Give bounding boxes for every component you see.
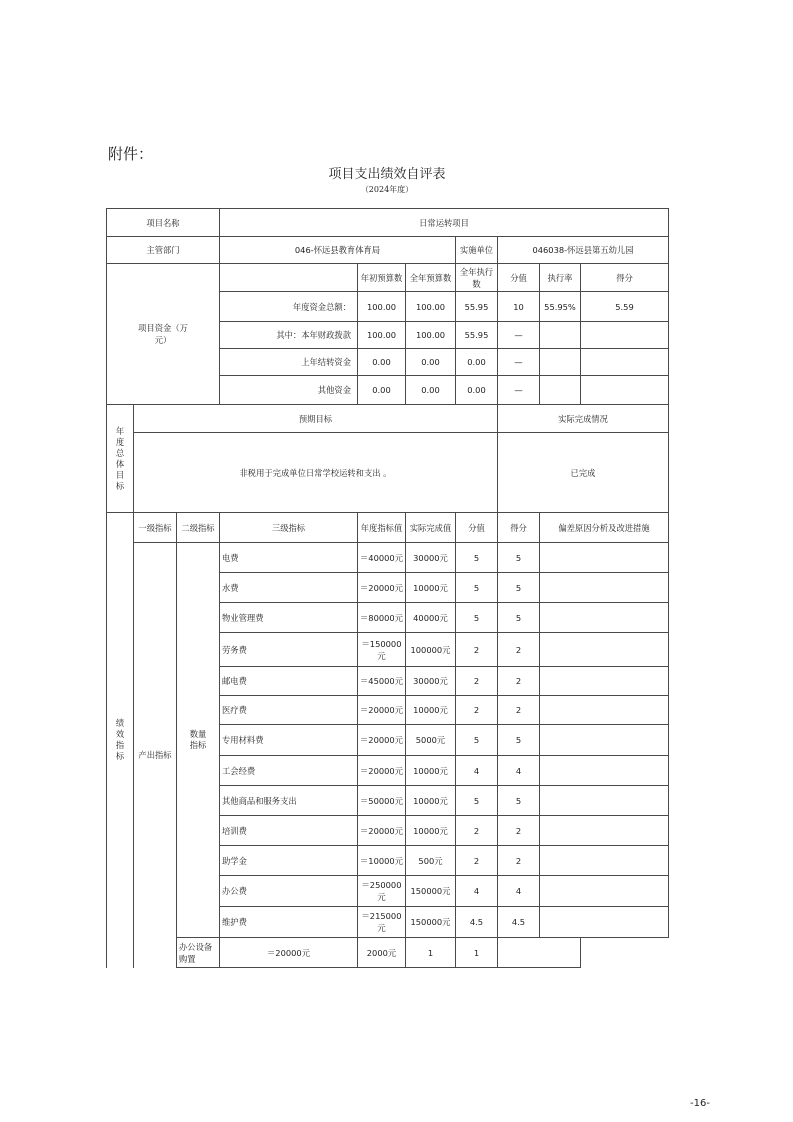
score-value: 4 — [456, 876, 498, 907]
score: 5 — [498, 543, 540, 573]
page-number: -16- — [690, 1098, 710, 1109]
year-subtitle: （2024年度） — [360, 185, 414, 194]
target-value: ＝45000元 — [358, 667, 406, 696]
level1-output-indicator: 产出指标 — [134, 543, 177, 968]
reason-cell — [540, 876, 669, 907]
target-value: ＝20000元 — [220, 938, 358, 968]
annual-goal-label: 年度总体目标 — [107, 405, 134, 513]
actual-goal-header: 实际完成情况 — [498, 405, 669, 433]
target-value: ＝40000元 — [358, 543, 406, 573]
level2-header: 二级指标 — [177, 513, 220, 543]
reason-cell — [540, 725, 669, 756]
target-value: ＝150000元 — [358, 633, 406, 667]
target-value: ＝20000元 — [358, 725, 406, 756]
actual-value: 30000元 — [406, 543, 456, 573]
reason-cell — [540, 816, 669, 846]
reason-cell — [540, 846, 669, 876]
indicators-section — [107, 513, 669, 968]
score: 5 — [498, 603, 540, 633]
unit-value: 046038-怀远县第五幼儿园 — [498, 237, 669, 264]
score-value: 2 — [456, 667, 498, 696]
funds-row-name: 上年结转资金 — [220, 349, 358, 376]
reason-cell — [540, 633, 669, 667]
level3-name: 水费 — [220, 573, 358, 603]
project-name-label: 项目名称 — [107, 209, 220, 237]
reason-cell — [540, 907, 669, 938]
level3-name: 工会经费 — [220, 756, 358, 786]
score: 2 — [498, 696, 540, 725]
actual-header: 实际完成值 — [406, 513, 456, 543]
score: 2 — [498, 633, 540, 667]
target-value: ＝10000元 — [358, 846, 406, 876]
actual-value: 40000元 — [406, 603, 456, 633]
reason-cell — [540, 696, 669, 725]
expected-goal-text: 非税用于完成单位日常学校运转和支出 。 — [134, 433, 498, 513]
funds-score-value: — — [498, 349, 540, 376]
funds-annual: 100.00 — [406, 322, 456, 349]
level3-header: 三级指标 — [220, 513, 358, 543]
page-title: 项目支出绩效自评表 — [328, 167, 446, 182]
funds-initial: 100.00 — [358, 292, 406, 322]
funds-rate — [540, 376, 581, 405]
funds-row-name: 其中：本年财政拨款 — [220, 322, 358, 349]
score-value: 5 — [456, 603, 498, 633]
performance-indicator-label: 绩效指标 — [107, 513, 134, 968]
reason-cell — [540, 786, 669, 816]
target-value: ＝50000元 — [358, 786, 406, 816]
score-value: 4.5 — [456, 907, 498, 938]
target-value: ＝20000元 — [358, 696, 406, 725]
indicator-row — [107, 543, 669, 573]
score: 5 — [498, 573, 540, 603]
funds-section — [107, 264, 669, 405]
level3-name: 劳务费 — [220, 633, 358, 667]
funds-rate: 55.95% — [540, 292, 581, 322]
funds-rate — [540, 322, 581, 349]
funds-label-text: 项目资金（万元） — [138, 323, 188, 345]
funds-header-2: 全年执行数 — [456, 264, 498, 292]
target-value: ＝215000元 — [358, 907, 406, 938]
reason-header: 偏差原因分析及改进措施 — [540, 513, 669, 543]
funds-row-name: 年度资金总额： — [220, 292, 358, 322]
funds-executed: 55.95 — [456, 322, 498, 349]
funds-score-value: — — [498, 376, 540, 405]
score-value: 4 — [456, 756, 498, 786]
score: 5 — [498, 786, 540, 816]
attachment-label: 附件： — [108, 145, 154, 163]
unit-label: 实施单位 — [456, 237, 498, 264]
score: 4 — [498, 876, 540, 907]
funds-score-value: — — [498, 322, 540, 349]
actual-value: 100000元 — [406, 633, 456, 667]
target-header: 年度指标值 — [358, 513, 406, 543]
actual-value: 10000元 — [406, 573, 456, 603]
target-value: ＝20000元 — [358, 816, 406, 846]
score-value: 5 — [456, 543, 498, 573]
reason-cell — [540, 543, 669, 573]
performance-table — [106, 208, 669, 968]
actual-value: 30000元 — [406, 667, 456, 696]
actual-goal-text: 已完成 — [498, 433, 669, 513]
level3-name: 物业管理费 — [220, 603, 358, 633]
funds-annual: 0.00 — [406, 376, 456, 405]
level3-name: 培训费 — [220, 816, 358, 846]
project-name-value: 日常运转项目 — [220, 209, 669, 237]
reason-cell — [540, 756, 669, 786]
score-value: 5 — [456, 573, 498, 603]
actual-value: 5000元 — [406, 725, 456, 756]
score: 2 — [498, 816, 540, 846]
funds-executed: 0.00 — [456, 376, 498, 405]
score-value: 5 — [456, 786, 498, 816]
actual-value: 10000元 — [406, 816, 456, 846]
level3-name: 邮电费 — [220, 667, 358, 696]
target-value: ＝20000元 — [358, 573, 406, 603]
level3-name: 助学金 — [220, 846, 358, 876]
dept-label: 主管部门 — [107, 237, 220, 264]
expected-goal-header: 预期目标 — [134, 405, 498, 433]
score-value-header: 分值 — [456, 513, 498, 543]
score-value: 1 — [406, 938, 456, 968]
actual-value: 10000元 — [406, 756, 456, 786]
level3-name: 专用材料费 — [220, 725, 358, 756]
actual-value: 150000元 — [406, 876, 456, 907]
funds-score-value: 10 — [498, 292, 540, 322]
actual-value: 150000元 — [406, 907, 456, 938]
score: 4 — [498, 756, 540, 786]
level1-header: 一级指标 — [134, 513, 177, 543]
info-section — [107, 209, 669, 264]
funds-initial: 100.00 — [358, 322, 406, 349]
funds-header-0: 年初预算数 — [358, 264, 406, 292]
level3-name: 其他商品和服务支出 — [220, 786, 358, 816]
score-header: 得分 — [498, 513, 540, 543]
score: 1 — [456, 938, 498, 968]
funds-initial: 0.00 — [358, 376, 406, 405]
actual-value: 10000元 — [406, 786, 456, 816]
indicator-row — [107, 938, 669, 968]
score: 2 — [498, 667, 540, 696]
level2-quantity-indicator — [177, 543, 220, 938]
score: 5 — [498, 725, 540, 756]
score: 4.5 — [498, 907, 540, 938]
level3-name: 电费 — [220, 543, 358, 573]
funds-score — [581, 349, 669, 376]
funds-header-1: 全年预算数 — [406, 264, 456, 292]
funds-executed: 0.00 — [456, 349, 498, 376]
funds-header-3: 分值 — [498, 264, 540, 292]
level3-name: 医疗费 — [220, 696, 358, 725]
score-value: 2 — [456, 633, 498, 667]
goals-section — [107, 405, 669, 513]
level3-name: 办公费 — [220, 876, 358, 907]
funds-header-4: 执行率 — [540, 264, 581, 292]
actual-value: 2000元 — [358, 938, 406, 968]
target-value: ＝20000元 — [358, 756, 406, 786]
actual-value: 500元 — [406, 846, 456, 876]
level2-quantity-text: 数量指标 — [189, 729, 207, 750]
target-value: ＝80000元 — [358, 603, 406, 633]
reason-cell — [540, 603, 669, 633]
funds-annual: 0.00 — [406, 349, 456, 376]
actual-value: 10000元 — [406, 696, 456, 725]
funds-score — [581, 322, 669, 349]
funds-rate — [540, 349, 581, 376]
score-value: 2 — [456, 816, 498, 846]
funds-score — [581, 376, 669, 405]
funds-initial: 0.00 — [358, 349, 406, 376]
funds-header-5: 得分 — [581, 264, 669, 292]
funds-score: 5.59 — [581, 292, 669, 322]
dept-value: 046-怀远县教育体育局 — [220, 237, 456, 264]
funds-label — [107, 264, 220, 405]
reason-cell — [540, 667, 669, 696]
score-value: 2 — [456, 696, 498, 725]
funds-executed: 55.95 — [456, 292, 498, 322]
funds-annual: 100.00 — [406, 292, 456, 322]
score-value: 5 — [456, 725, 498, 756]
level3-name: 办公设备购置 — [177, 938, 220, 968]
target-value: ＝250000元 — [358, 876, 406, 907]
funds-item-header-blank — [220, 264, 358, 292]
reason-cell — [540, 573, 669, 603]
score: 2 — [498, 846, 540, 876]
reason-cell — [498, 938, 581, 968]
score-value: 2 — [456, 846, 498, 876]
funds-row-name: 其他资金 — [220, 376, 358, 405]
level3-name: 维护费 — [220, 907, 358, 938]
